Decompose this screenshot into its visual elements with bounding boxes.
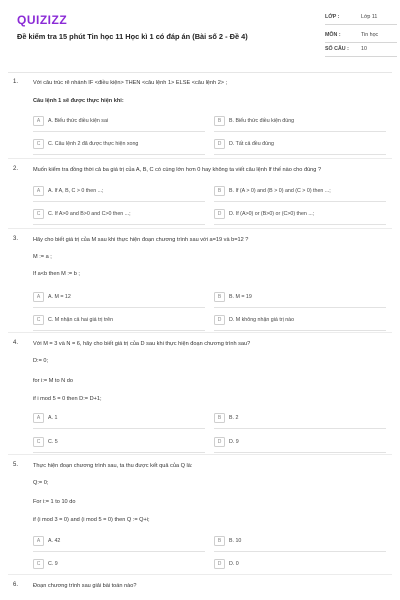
answer-option[interactable]	[33, 291, 71, 303]
option-text: A. M = 12	[48, 294, 71, 300]
answer-option[interactable]	[214, 436, 239, 448]
question-text: For i:= 1 to 10 do	[33, 499, 76, 505]
option-divider	[33, 551, 205, 552]
answer-option[interactable]	[33, 558, 58, 570]
answer-option[interactable]	[214, 314, 294, 326]
option-letter-box: A	[33, 292, 44, 302]
option-letter-box: D	[214, 559, 225, 569]
option-text: C. 5	[48, 439, 58, 445]
meta-subject-label: MÔN :	[325, 32, 341, 38]
meta-subject-value: Tin học	[361, 32, 379, 38]
option-divider	[214, 307, 386, 308]
option-divider	[33, 307, 205, 308]
question-text: Với câu trúc rẽ nhánh IF <điều kiện> THEN <câu lệnh 1> ELSE <câu lệnh 2> ;	[33, 80, 228, 86]
answer-option[interactable]	[33, 208, 131, 220]
option-divider	[33, 428, 205, 429]
question-number: 1.	[13, 79, 19, 85]
question-divider	[8, 228, 392, 229]
option-text: D. M không nhận giá trị nào	[229, 317, 295, 323]
meta-count-value: 10	[361, 46, 367, 52]
page-title: Đề kiểm tra 15 phút Tin học 11 Học kì 1 có đáp án (Bài số 2 - Đề 4)	[17, 32, 248, 41]
option-text: B. If (A > 0) and (B > 0) and (C > 0) then ...;	[229, 188, 331, 194]
option-text: A. If A, B, C > 0 then ...;	[48, 188, 104, 194]
header-divider	[8, 72, 392, 73]
question-divider	[8, 454, 392, 455]
option-letter-box: B	[214, 413, 225, 423]
answer-option[interactable]	[214, 185, 331, 197]
question-text: Câu lệnh 1 sẽ được thực hiện khi:	[33, 98, 124, 104]
option-divider	[33, 224, 205, 225]
option-divider	[214, 551, 386, 552]
answer-option[interactable]	[33, 412, 57, 424]
answer-option[interactable]	[33, 436, 58, 448]
option-text: B. Biểu thức điều kiện đúng	[229, 118, 295, 124]
question-text: Hãy cho biết giá trị của M sau khi thực hiện đoạn chương trình sau với a=19 và b=12 ?	[33, 237, 249, 243]
question-text: If a<b then M := b ;	[33, 271, 80, 277]
option-text: A. Biểu thức điều kiện sai	[48, 118, 109, 124]
question-text: Đoạn chương trình sau giải bài toán nào?	[33, 583, 137, 589]
answer-option[interactable]	[33, 535, 60, 547]
question-text: Với M = 3 và N = 6, hãy cho biết giá trị của D sau khi thực hiện đoạn chương trình sau?	[33, 341, 251, 347]
option-divider	[214, 154, 386, 155]
option-text: D. 9	[229, 439, 239, 445]
option-letter-box: A	[33, 413, 44, 423]
option-letter-box: C	[33, 209, 44, 219]
meta-class-value: Lớp 11	[361, 14, 378, 20]
option-text: C. 9	[48, 561, 58, 567]
option-letter-box: B	[214, 186, 225, 196]
question-text: Muốn kiểm tra đồng thời cả ba giá trị của A, B, C có cùng lớn hơn 0 hay không ta viết câu lệnh If thế nào cho đúng ?	[33, 167, 322, 173]
option-letter-box: A	[33, 116, 44, 126]
option-text: D. 0	[229, 561, 239, 567]
meta-count-label: SỐ CÂU :	[325, 46, 349, 52]
option-text: A. 42	[48, 538, 61, 544]
option-text: D. Tất cả đều đúng	[229, 141, 274, 147]
quizizz-logo: QUIZIZZ	[17, 13, 68, 27]
answer-option[interactable]	[214, 412, 238, 424]
option-divider	[33, 201, 205, 202]
question-number: 5.	[13, 462, 19, 468]
option-text: B. 2	[229, 415, 239, 421]
option-divider	[33, 330, 205, 331]
meta-class-label: LỚP :	[325, 14, 340, 20]
option-text: C. M nhận cả hai giá trị trên	[48, 317, 114, 323]
option-letter-box: C	[33, 559, 44, 569]
answer-option[interactable]	[33, 138, 138, 150]
option-text: A. 1	[48, 415, 58, 421]
question-number: 3.	[13, 236, 19, 242]
question-text: if (i mod 3 = 0) and (i mod 5 = 0) then Q := Q+i;	[33, 517, 150, 523]
answer-option[interactable]	[214, 291, 252, 303]
option-letter-box: B	[214, 292, 225, 302]
answer-option[interactable]	[214, 208, 314, 220]
option-divider	[33, 131, 205, 132]
option-letter-box: C	[33, 315, 44, 325]
question-text: for i:= M to N do	[33, 378, 73, 384]
option-letter-box: C	[33, 139, 44, 149]
option-letter-box: C	[33, 437, 44, 447]
answer-option[interactable]	[33, 115, 108, 127]
option-letter-box: D	[214, 315, 225, 325]
answer-option[interactable]	[33, 314, 113, 326]
question-divider	[8, 332, 392, 333]
answer-option[interactable]	[214, 138, 274, 150]
option-text: D. If (A>0) or (B>0) or (C>0) then ...;	[229, 211, 315, 217]
option-divider	[214, 452, 386, 453]
question-text: if i mod 5 = 0 then D:= D+1;	[33, 396, 102, 402]
option-letter-box: A	[33, 536, 44, 546]
document-header	[0, 0, 400, 75]
option-text: B. 10	[229, 538, 242, 544]
option-divider	[214, 330, 386, 331]
option-text: B. M = 19	[229, 294, 252, 300]
question-text: M := a ;	[33, 254, 52, 260]
option-divider	[33, 154, 205, 155]
answer-option[interactable]	[214, 115, 294, 127]
answer-option[interactable]	[214, 535, 241, 547]
option-letter-box: B	[214, 116, 225, 126]
option-text: C. If A>0 and B>0 and C>0 then ...;	[48, 211, 131, 217]
option-text: C. Câu lệnh 2 đã được thực hiện xong	[48, 141, 139, 147]
question-text: Thực hiện đoạn chương trình sau, ta thu được kết quả của Q là:	[33, 463, 193, 469]
answer-option[interactable]	[214, 558, 239, 570]
question-number: 2.	[13, 166, 19, 172]
question-number: 4.	[13, 340, 19, 346]
question-divider	[8, 574, 392, 575]
option-divider	[214, 201, 386, 202]
option-letter-box: D	[214, 437, 225, 447]
question-number: 6.	[13, 582, 19, 588]
option-letter-box: B	[214, 536, 225, 546]
question-text: D:= 0;	[33, 358, 49, 364]
question-divider	[8, 158, 392, 159]
question-text: Q:= 0;	[33, 480, 49, 486]
option-divider	[214, 224, 386, 225]
option-letter-box: D	[214, 139, 225, 149]
option-divider	[214, 131, 386, 132]
option-letter-box: A	[33, 186, 44, 196]
option-divider	[214, 428, 386, 429]
answer-option[interactable]	[33, 185, 104, 197]
option-letter-box: D	[214, 209, 225, 219]
option-divider	[33, 452, 205, 453]
